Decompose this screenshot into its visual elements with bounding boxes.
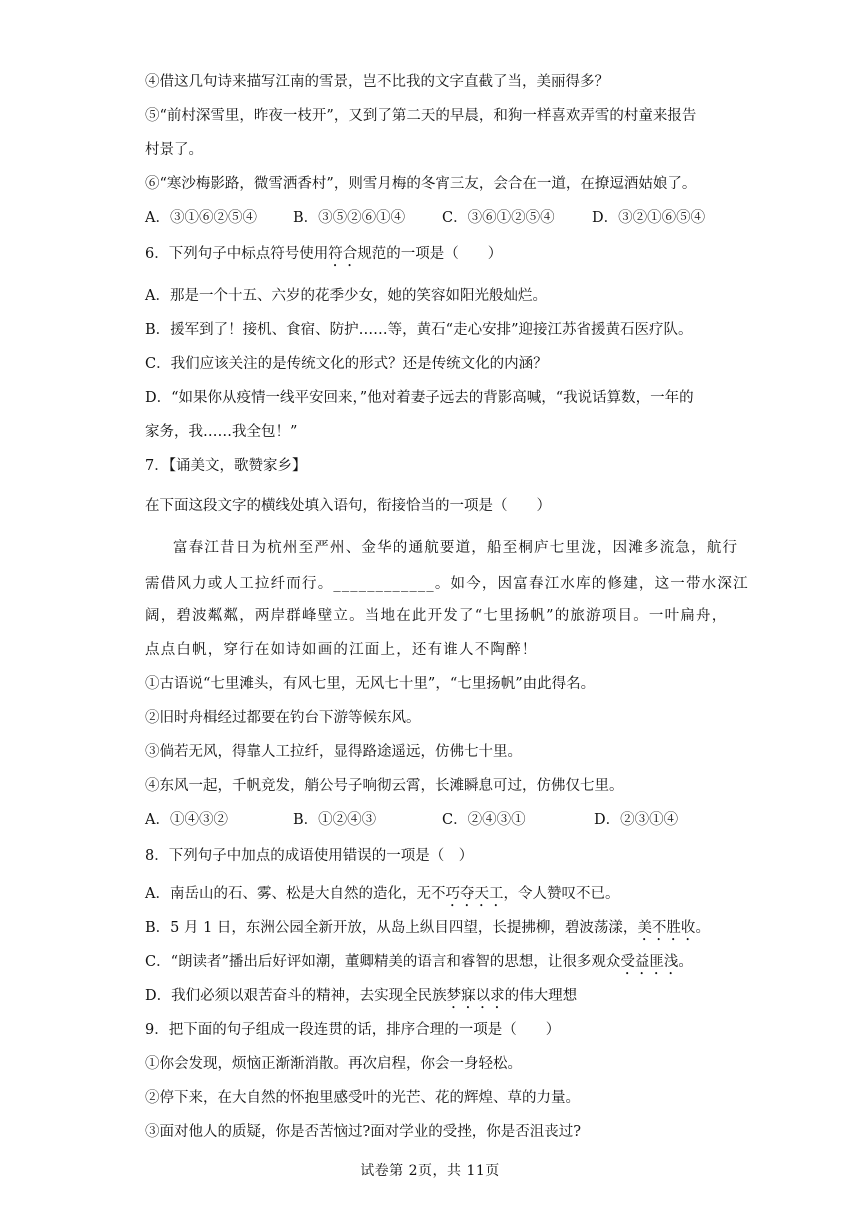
q8-idiom-a: 巧夺天工 [445, 886, 504, 902]
q7-option-d[interactable]: D．②③①④ [594, 812, 679, 828]
q5-sentence-6: ⑥“寒沙梅影路，微雪洒香村”，则雪月梅的冬宵三友，会合在一道，在撩逗酒姑娘了。 [145, 176, 697, 192]
q7-sentence-4: ④东风一起，千帆竞发，艄公号子响彻云霄，长滩瞬息可过，仿佛仅七里。 [145, 778, 624, 794]
q7-option-a[interactable]: A．①④③② [145, 812, 228, 828]
q7-fill-blank[interactable]: ____________ [333, 576, 435, 592]
q7-sentence-3: ③倘若无风，得靠人工拉纤，显得路途遥远，仿佛七十里。 [145, 744, 522, 760]
q9-sentence-1: ①你会发现，烦恼正渐渐消散。再次启程，你会一身轻松。 [145, 1056, 522, 1072]
q8-option-d[interactable]: D．我们必须以艰苦奋斗的精神，去实现全民族梦寐以求的伟大理想 [145, 988, 578, 1004]
q8-option-c[interactable]: C．“朗读者”播出后好评如潮，董卿精美的语言和睿智的思想，让很多观众受益匪浅。 [145, 954, 693, 970]
page-footer: 试卷第 2页，共 11页 [360, 1163, 500, 1179]
q7-option-b[interactable]: B．①②④③ [293, 812, 377, 828]
q5-option-c[interactable]: C．③⑥①②⑤④ [442, 210, 555, 226]
q9-sentence-3: ③面对他人的质疑，你是否苦恼过?面对学业的受挫，你是否沮丧过? [145, 1124, 582, 1140]
q7-stem: 在下面这段文字的横线处填入语句，衔接恰当的一项是（ ） [145, 498, 551, 514]
q6-option-b[interactable]: B．援军到了！接机、食宿、防护……等，黄石“走心安排”迎接江苏省援黄石医疗队。 [145, 322, 693, 338]
q6-dotted-word: 符合 [328, 246, 358, 262]
q7-passage-line-3: 阔，碧波粼粼，两岸群峰壁立。当地在此开发了“七里扬帆”的旅游项目。一叶扁舟， [145, 608, 728, 624]
q8-option-b[interactable]: B．5 月 1 日，东洲公园全新开放，从岛上纵目四望，长提拂柳，碧波荡漾，美不胜收。 [145, 920, 710, 936]
q8-idiom-c: 受益匪浅 [620, 954, 679, 970]
q6-option-d-cont: 家务，我……我全包！” [145, 424, 298, 440]
q7-sentence-2: ②旧时舟楫经过都要在钓台下游等候东风。 [145, 710, 421, 726]
q7-passage-line-1: 富春江昔日为杭州至严州、金华的通航要道，船至桐庐七里泷，因滩多流急，航行 [173, 540, 739, 556]
q7-passage-line-4: 点点白帆，穿行在如诗如画的江面上，还有谁人不陶醉！ [145, 642, 538, 658]
q6-option-d[interactable]: D．“如果你从疫情一线平安回来，”他对着妻子远去的背影高喊，“我说话算数，一年的 [145, 390, 694, 406]
q6-option-c[interactable]: C．我们应该关注的是传统文化的形式？还是传统文化的内涵？ [145, 356, 548, 372]
q8-idiom-b: 美不胜收 [637, 920, 696, 936]
q5-option-d[interactable]: D．③②①⑥⑤④ [592, 210, 706, 226]
q5-sentence-4: ④借这几句诗来描写江南的雪景，岂不比我的文字直截了当，美丽得多？ [145, 74, 609, 90]
q7-passage-line-2: 需借风力或人工拉纤而行。____________。如今，因富春江水库的修建，这一带水深江 [145, 576, 749, 592]
q8-stem: 8．下列句子中加点的成语使用错误的一项是（ ） [145, 848, 474, 864]
q7-option-c[interactable]: C．②④③① [442, 812, 526, 828]
q7-sentence-1: ①古语说“七里滩头，有风七里，无风七十里”，“七里扬帆”由此得名。 [145, 676, 596, 692]
q8-idiom-d: 梦寐以求 [446, 988, 505, 1004]
q5-sentence-5-cont: 村景了。 [145, 142, 203, 158]
q9-stem: 9．把下面的句子组成一段连贯的话，排序合理的一项是（ ） [145, 1022, 561, 1038]
q5-option-a[interactable]: A．③①⑥②⑤④ [145, 210, 257, 226]
q9-sentence-2: ②停下来，在大自然的怀抱里感受叶的光芒、花的辉煌、草的力量。 [145, 1090, 580, 1106]
q7-title: 7．【诵美文，歌赞家乡】 [145, 458, 307, 474]
q6-stem: 6．下列句子中标点符号使用符合规范的一项是（ ） [145, 246, 503, 262]
q5-sentence-5: ⑤“前村深雪里，昨夜一枝开”，又到了第二天的早晨，和狗一样喜欢弄雪的村童来报告 [145, 108, 697, 124]
q5-option-b[interactable]: B．③⑤②⑥①④ [293, 210, 406, 226]
q6-option-a[interactable]: A．那是一个十五、六岁的花季少女，她的笑容如阳光般灿烂。 [145, 288, 547, 304]
q8-option-a[interactable]: A．南岳山的石、雾、松是大自然的造化，无不巧夺天工，令人赞叹不已。 [145, 886, 620, 902]
